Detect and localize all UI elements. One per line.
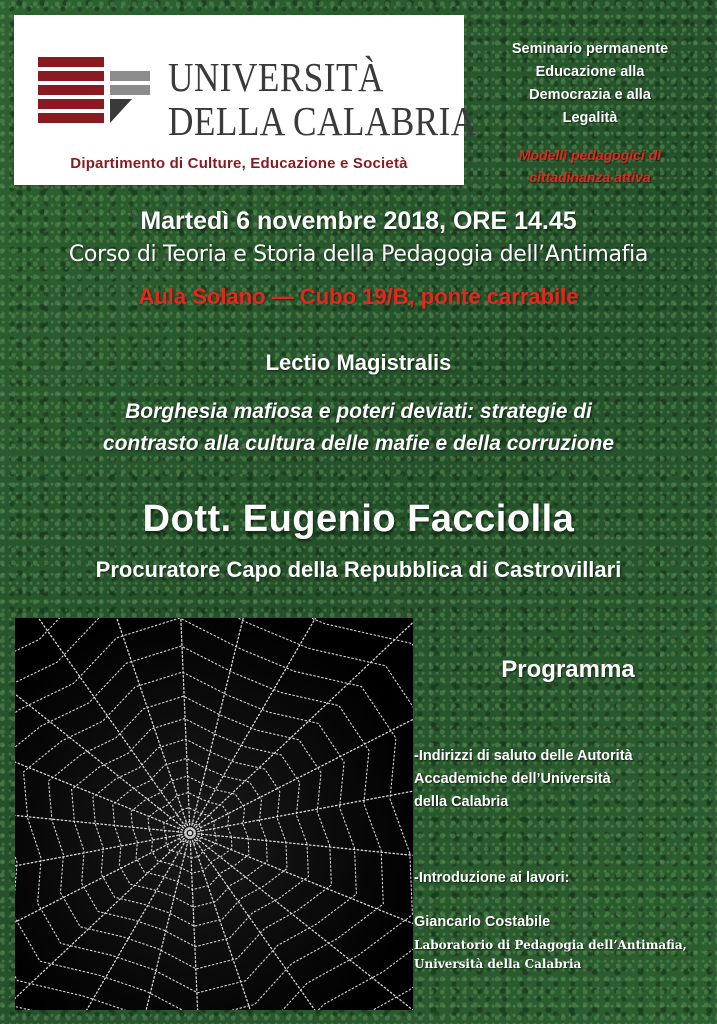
university-name-line2: DELLA CALABRIA [168, 98, 477, 144]
program-item-line: della Calabria [414, 794, 509, 810]
seminar-subtitle-line: cittadinanza attiva [529, 169, 651, 185]
affiliation-line: Università della Calabria [414, 957, 582, 971]
speaker-name: Dott. Eugenio Facciolla [142, 498, 575, 540]
event-date: Martedì 6 novembre 2018, ORE 14.45 [140, 207, 577, 235]
seminar-line: Seminario permanente [511, 41, 669, 57]
program-item-greetings [414, 745, 714, 814]
program-item-line: Accademiche dell’Università [414, 771, 611, 787]
seminar-line: Educazione alla [535, 64, 645, 80]
course-name: Corso di Teoria e Storia della Pedagogia dell’Antimafia [68, 242, 649, 267]
department-name: Dipartimento di Culture, Educazione e Società [70, 155, 408, 172]
lecture-title-line: Borghesia mafiosa e poteri deviati: strategie di [125, 400, 592, 423]
seminar-subtitle-line: Modelli pedagogici di [518, 147, 662, 163]
university-name-line1: UNIVERSITÀ [168, 54, 384, 100]
program-item-introduction: -Introduzione ai lavori: [414, 870, 570, 886]
university-logo-card [14, 15, 477, 185]
lecture-title [0, 396, 717, 460]
lecture-title-line: contrasto alla cultura delle mafie e della corruzione [102, 432, 615, 455]
seminar-title [470, 38, 710, 130]
program-title: Programma [501, 656, 635, 683]
program-item-line: -Indirizzi di saluto delle Autorità [414, 748, 633, 764]
speaker-role: Procuratore Capo della Repubblica di Castrovillari [95, 557, 622, 582]
program-speaker-name: Giancarlo Costabile [414, 914, 551, 930]
university-logo-icon [38, 57, 158, 135]
spider-web-photo [15, 618, 413, 1010]
spider-web-icon [15, 618, 413, 1010]
lecture-type: Lectio Magistralis [265, 350, 452, 375]
seminar-line: Democrazia e alla [529, 87, 651, 103]
affiliation-line: Laboratorio di Pedagogia dell’Antimafia, [414, 938, 687, 952]
seminar-subtitle [470, 144, 710, 188]
event-location: Aula Solano — Cubo 19/B, ponte carrabile [138, 284, 579, 309]
seminar-line: Legalità [562, 110, 618, 126]
program-speaker-affiliation [414, 936, 714, 974]
